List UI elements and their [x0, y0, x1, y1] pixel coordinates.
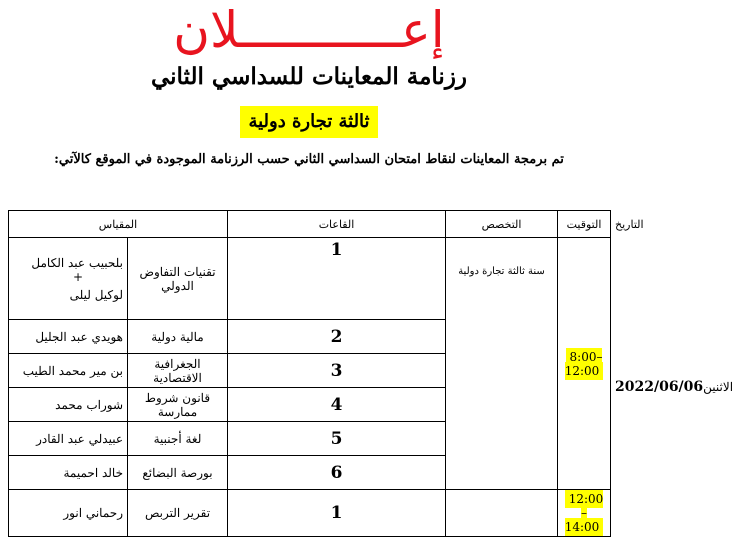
time-slot-morning	[558, 238, 611, 490]
professor-name: لوكيل ليلى	[69, 287, 123, 302]
subject-cell: مالية دولية	[128, 320, 228, 354]
announcement-title: إعـــــــــــلان	[173, 2, 445, 58]
specialty-cell-empty	[446, 490, 558, 537]
room-cell: 1	[228, 490, 446, 537]
subject-cell: الجغرافية الاقتصادية	[128, 354, 228, 388]
header-time: التوقيت	[558, 211, 611, 238]
table-row	[9, 490, 611, 537]
professor-cell: شوراب محمد	[9, 388, 128, 422]
room-cell: 6	[228, 456, 446, 490]
time-slot-midday	[558, 490, 611, 537]
table-header-row: المقياس القاعات التخصص التوقيت التاريخ	[9, 211, 611, 238]
professor-separator: +	[72, 269, 84, 284]
header-module: المقياس	[9, 211, 228, 238]
professor-name: بلحبيب عبد الكامل	[31, 255, 123, 270]
exam-schedule-table	[8, 210, 733, 537]
room-cell: 3	[228, 354, 446, 388]
date-day: الاثنين	[703, 380, 733, 394]
room-cell: 1	[228, 238, 446, 320]
professor-cell: عبيدلي عبد القادر	[9, 422, 128, 456]
table-row	[9, 238, 611, 320]
date-value: 2022/06/06	[615, 379, 704, 395]
room-cell: 2	[228, 320, 446, 354]
subject-cell: تقرير التربص	[128, 490, 228, 537]
subject-cell: بورصة البضائع	[128, 456, 228, 490]
class-label: ثالثة تجارة دولية	[240, 106, 377, 138]
subject-cell: قانون شروط ممارسة	[128, 388, 228, 422]
class-label-wrap	[0, 106, 618, 138]
time-slot-highlight: 12:00 – 14:00	[564, 492, 604, 534]
time-slot-highlight: 8:00– 12:00	[564, 349, 603, 378]
professor-cell: خالد احميمة	[9, 456, 128, 490]
header-rooms: القاعات	[228, 211, 446, 238]
professor-cell: بن مير محمد الطيب	[9, 354, 128, 388]
specialty-cell: سنة ثالثة تجارة دولية	[446, 238, 558, 490]
professor-cell	[9, 238, 128, 320]
professor-cell: هويدي عبد الجليل	[9, 320, 128, 354]
intro-note: تم برمجة المعاينات لنقاط امتحان السداسي الثاني حسب الرزنامة الموجودة في الموقع كالآتي:	[54, 152, 564, 167]
subject-cell: تقنيات التفاوض الدولي	[128, 238, 228, 320]
subject-cell: لغة أجنبية	[128, 422, 228, 456]
room-cell: 5	[228, 422, 446, 456]
schedule-subtitle: رزنامة المعاينات للسداسي الثاني	[150, 63, 468, 90]
professor-cell: رحماني انور	[9, 490, 128, 537]
header-specialty: التخصص	[446, 211, 558, 238]
room-cell: 4	[228, 388, 446, 422]
